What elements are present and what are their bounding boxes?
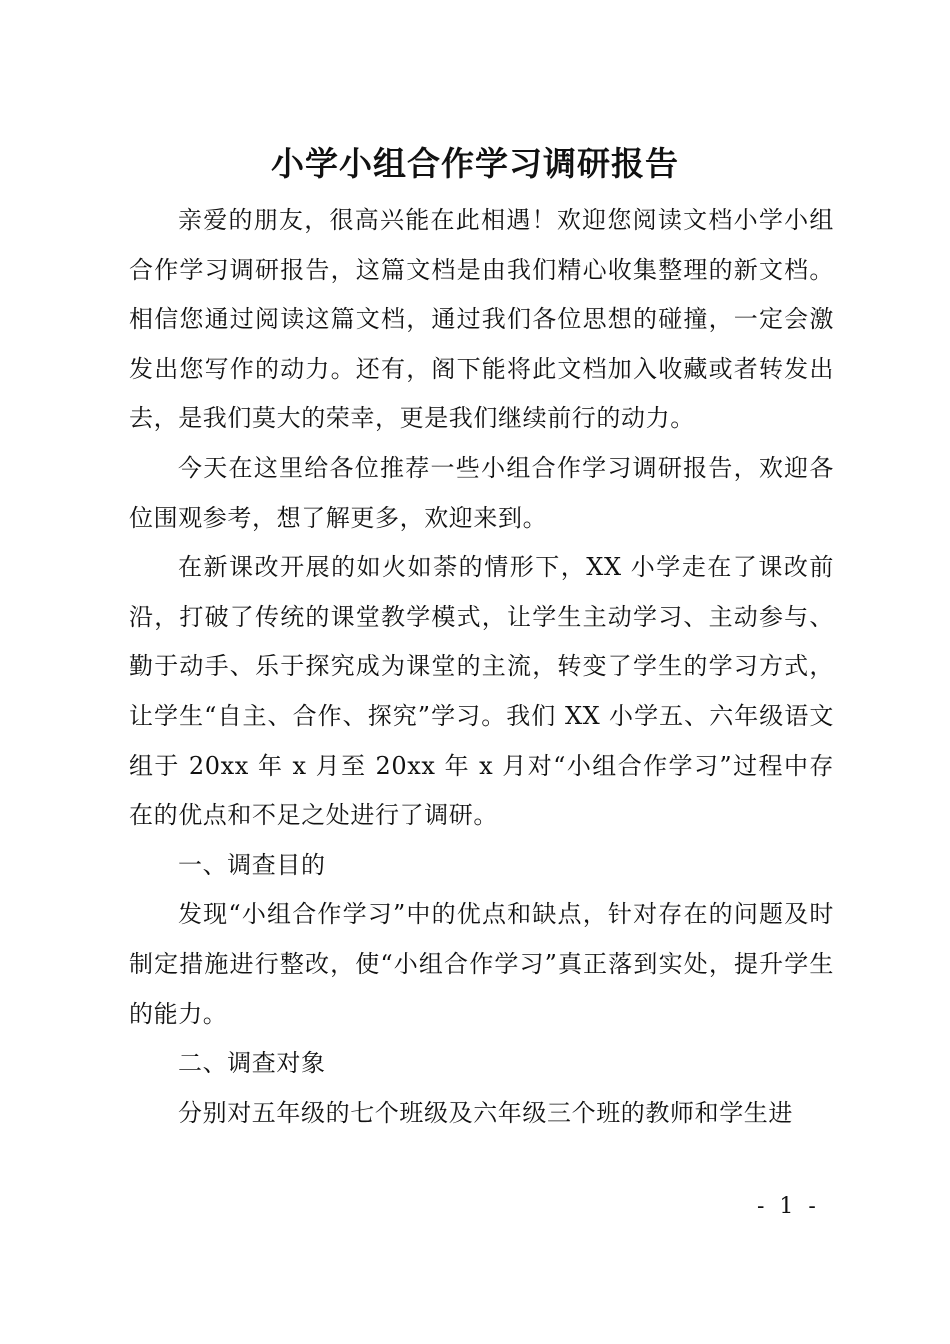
document-body <box>129 196 834 1138</box>
section-heading-subjects: 二、调查对象 <box>178 1049 326 1078</box>
background-paragraph: 在新课改开展的如火如荼的情形下，XX 小学走在了课改前沿，打破了传统的课堂教学模式，让学生主动学习、主动参与、勤于动手、乐于探究成为课堂的主流，转变了学生的学习方式，让学生“自主、合作、探究”学习。我们 XX 小学五、六年级语文组于 20xx 年 x 月至 20xx 年 x 月对“小组合作学习”过程中存在的优点和不足之处进行了调研。 <box>129 553 834 830</box>
recommendation-paragraph: 今天在这里给各位推荐一些小组合作学习调研报告，欢迎各位围观参考，想了解更多，欢迎来到。 <box>129 453 834 532</box>
intro-paragraph: 亲爱的朋友，很高兴能在此相遇！欢迎您阅读文档小学小组合作学习调研报告，这篇文档是由我们精心收集整理的新文档。相信您通过阅读这篇文档，通过我们各位思想的碰撞，一定会激发出您写作的动力。还有，阁下能将此文档加入收藏或者转发出去，是我们莫大的荣幸，更是我们继续前行的动力。 <box>129 206 834 433</box>
subjects-paragraph: 分别对五年级的七个班级及六年级三个班的教师和学生进 <box>178 1098 793 1127</box>
section-heading-purpose: 一、调查目的 <box>178 850 326 879</box>
purpose-paragraph: 发现“小组合作学习”中的优点和缺点，针对存在的问题及时制定措施进行整改，使“小组合作学习”真正落到实处，提升学生的能力。 <box>129 900 834 1028</box>
document-title: 小学小组合作学习调研报告 <box>271 144 679 183</box>
page-number: - 1 - <box>757 1194 820 1219</box>
